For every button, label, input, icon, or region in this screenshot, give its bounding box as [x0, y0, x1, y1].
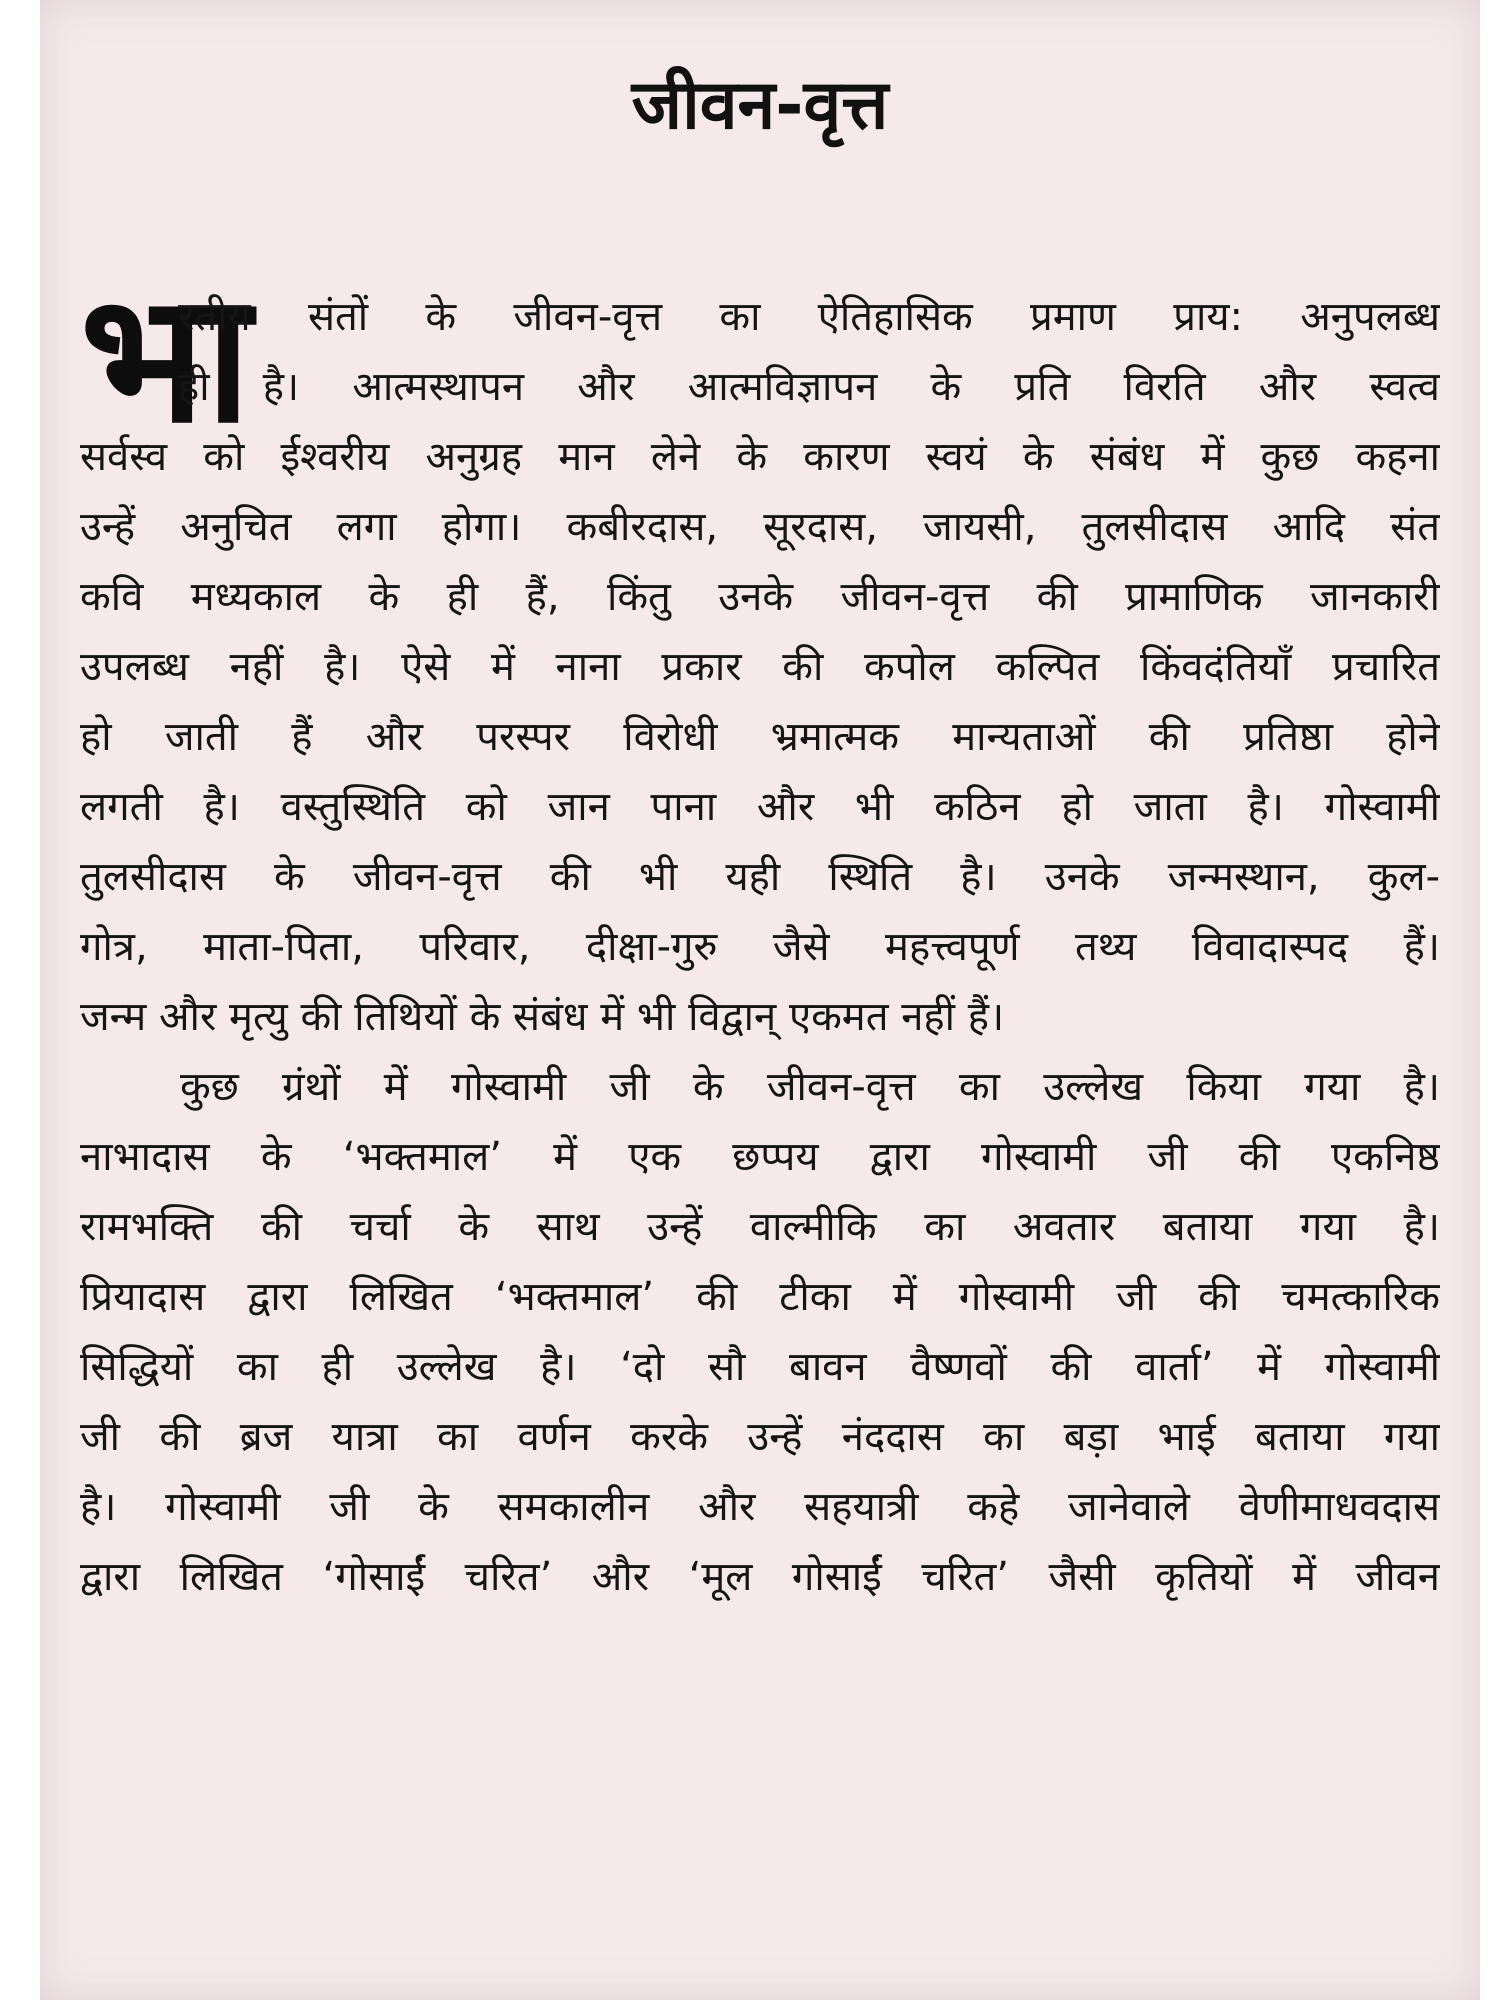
paragraph-line: जी की ब्रज यात्रा का वर्णन करके उन्हें नंददास का बड़ा भाई बताया गया: [80, 1414, 1440, 1460]
paragraph-line: ही है। आत्मस्थापन और आत्मविज्ञापन के प्रति विरति और स्वत्व: [178, 364, 1440, 410]
drop-cap: भा: [80, 255, 252, 462]
page-title: जीवन-वृत्त: [631, 66, 889, 145]
paragraph-line: कवि मध्यकाल के ही हैं, किंतु उनके जीवन-वृत्त की प्रामाणिक जानकारी: [80, 574, 1440, 620]
paragraph-line: रतीय संतों के जीवन-वृत्त का ऐतिहासिक प्रमाण प्राय: अनुपलब्ध: [178, 294, 1440, 340]
paragraph-line: नाभादास के ‘भक्तमाल’ में एक छप्पय द्वारा गोस्वामी जी की एकनिष्ठ: [80, 1134, 1440, 1180]
paragraph-line: प्रियादास द्वारा लिखित ‘भक्तमाल’ की टीका में गोस्वामी जी की चमत्कारिक: [80, 1274, 1440, 1320]
paragraph-line: कुछ ग्रंथों में गोस्वामी जी के जीवन-वृत्त का उल्लेख किया गया है।: [180, 1064, 1440, 1110]
paragraph-line: उन्हें अनुचित लगा होगा। कबीरदास, सूरदास, जायसी, तुलसीदास आदि संत: [80, 504, 1440, 550]
paragraph-line: उपलब्ध नहीं है। ऐसे में नाना प्रकार की कपोल कल्पित किंवदंतियाँ प्रचारित: [80, 644, 1440, 690]
paragraph-line: जन्म और मृत्यु की तिथियों के संबंध में भी विद्वान् एकमत नहीं हैं।: [80, 994, 1005, 1040]
page-text-block: [80, 0, 1440, 2000]
paragraph-line: गोत्र, माता-पिता, परिवार, दीक्षा-गुरु जैसे महत्त्वपूर्ण तथ्य विवादास्पद हैं।: [80, 924, 1440, 970]
paragraph-line: हो जाती हैं और परस्पर विरोधी भ्रमात्मक मान्यताओं की प्रतिष्ठा होने: [80, 714, 1440, 760]
paragraph-line: तुलसीदास के जीवन-वृत्त की भी यही स्थिति है। उनके जन्मस्थान, कुल-: [80, 854, 1440, 900]
paragraph-line: है। गोस्वामी जी के समकालीन और सहयात्री कहे जानेवाले वेणीमाधवदास: [80, 1484, 1440, 1530]
paragraph-line: लगती है। वस्तुस्थिति को जान पाना और भी कठिन हो जाता है। गोस्वामी: [80, 784, 1440, 830]
paragraph-line: सर्वस्व को ईश्वरीय अनुग्रह मान लेने के कारण स्वयं के संबंध में कुछ कहना: [80, 434, 1440, 480]
book-page: [40, 0, 1480, 2000]
paragraph-line: द्वारा लिखित ‘गोसाईं चरित’ और ‘मूल गोसाईं चरित’ जैसी कृतियों में जीवन: [80, 1554, 1440, 1600]
paragraph-line: रामभक्ति की चर्चा के साथ उन्हें वाल्मीकि का अवतार बताया गया है।: [80, 1204, 1440, 1250]
paragraph-line: सिद्धियों का ही उल्लेख है। ‘दो सौ बावन वैष्णवों की वार्ता’ में गोस्वामी: [80, 1344, 1440, 1390]
